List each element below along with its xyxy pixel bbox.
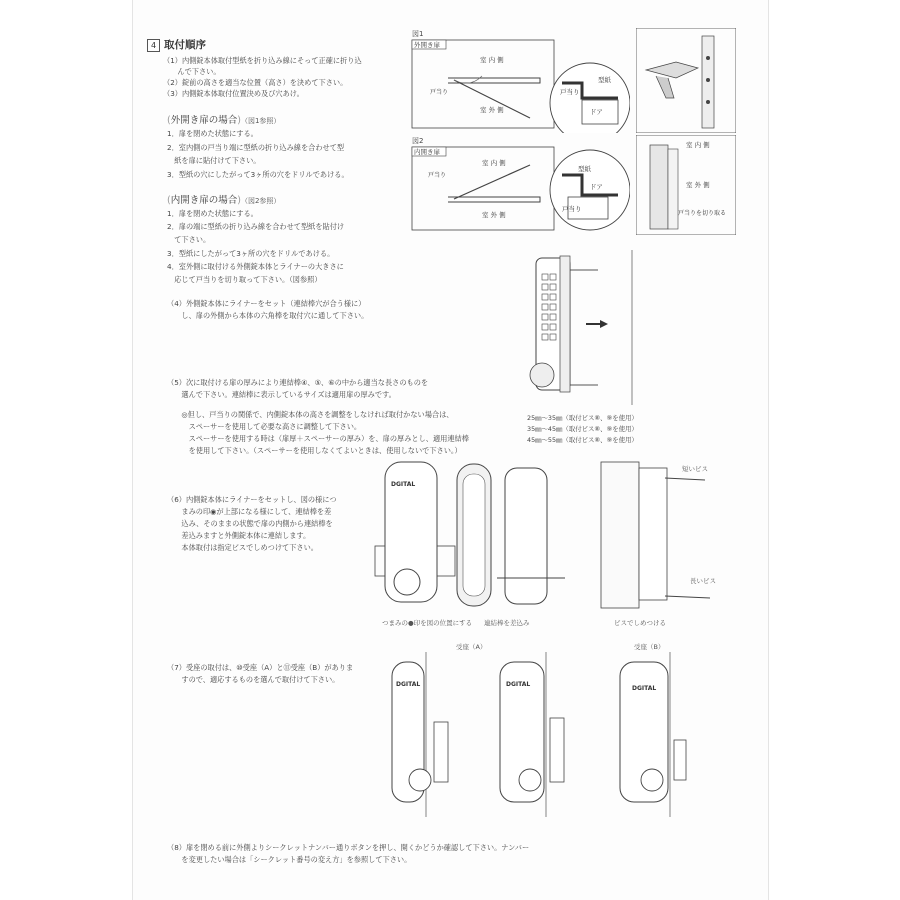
fig1-stop-zoom: 戸当り: [560, 88, 580, 96]
intro-line: んで下さい。: [163, 67, 221, 76]
step5-line: スペーサーを使用して必要な高さに調整して下さい。: [167, 422, 362, 431]
fig1-outdoor: 室 外 側: [480, 106, 504, 114]
outward-step: 3．型紙の穴にしたがって3ヶ所の穴をドリルであける。: [167, 170, 349, 179]
fig2-door: ドア: [590, 183, 603, 191]
strike-a-right: [500, 652, 564, 817]
fig1-door: ドア: [590, 108, 603, 116]
step7-line: （7）受座の取付は、⑩受座（A）と⑪受座（B）がありま: [167, 663, 354, 672]
step7-line: すので、適応するものを選んで取付けて下さい。: [167, 675, 340, 684]
brand-label: DGITAL: [506, 681, 531, 688]
inward-step: 3．型紙にしたがって3ヶ所の穴をドリルであける。: [167, 249, 335, 258]
inward-step: 応じて戸当りを切り取って下さい。（図参照）: [167, 275, 322, 284]
fig1-indoor: 室 内 側: [480, 56, 504, 64]
section-number: 4: [147, 39, 160, 52]
step8-line: （8）扉を閉める前に外側よりシークレットナンバー通りボタンを押し、開くかどうか確認して下さい。ナンバー: [167, 843, 530, 852]
step6-line: 本体取付は指定ビスでしめつけて下さい。: [167, 543, 318, 552]
inward-step: 2．扉の端に型紙の折り込み線を合わせて型紙を貼付け: [167, 222, 345, 231]
fig2-stop: 戸当り: [428, 172, 447, 179]
strike-b: [620, 652, 686, 817]
inward-step: 1．扉を閉めた状態にする。: [167, 209, 258, 218]
screw-caption: ビスでしめつける: [614, 619, 666, 627]
step6-figures: [365, 458, 745, 628]
fig2-door-type: 内開き扉: [414, 148, 440, 156]
section-title: [147, 37, 206, 52]
fig2-cut-indoor: 室 内 側: [686, 141, 710, 149]
page-edge-left: [132, 0, 133, 900]
intro-line: （1）内側錠本体取付型紙を折り込み線にそって正確に折り込: [163, 56, 362, 65]
step5-line: （5）次に取付ける扉の厚みにより連結棒④、⑤、⑥の中から適当な長さのものを: [167, 378, 429, 387]
fig1-door-type: 外開き扉: [414, 41, 440, 49]
fig2-indoor: 室 内 側: [482, 159, 506, 167]
strike-b-caption: 受座（B）: [634, 643, 665, 651]
outward-heading: (外開き扉の場合)（図1参照）: [167, 115, 281, 126]
brand-label: DGITAL: [632, 685, 657, 692]
figure-2: [410, 135, 630, 235]
figure-1: [410, 28, 630, 133]
step5-line: を使用して下さい。（スペーサーを使用しなくてよいときは、使用しないで下さい。）: [167, 446, 462, 455]
step6-line: 込み、そのままの状態で扉の内側から連結棒を: [167, 519, 333, 528]
inward-step: 4．室外側に取付ける外側錠本体とライナーの大きさに: [167, 262, 344, 271]
intro-line: （3）内側錠本体取付位置決め及び穴あけ。: [163, 89, 304, 98]
step7-figures: [380, 652, 700, 822]
fig2-template: 型紙: [578, 165, 591, 173]
long-screw-label: 長いビス: [690, 577, 716, 585]
strike-a-left: [392, 652, 448, 817]
fig2-outdoor: 室 外 側: [482, 211, 506, 219]
strike-a-caption: 受座（A）: [456, 643, 487, 651]
section-title-text: 取付順序: [164, 39, 206, 51]
brand-label: DGITAL: [396, 681, 421, 688]
brand-label: DGITAL: [391, 481, 416, 488]
step4-line: し、扉の外側から本体の六角棒を取付穴に通して下さい。: [167, 311, 369, 320]
step5-line: 選んで下さい。連結棒に表示しているサイズは適用扉の厚みです。: [167, 390, 396, 399]
rod-size-row: 25㎜〜35㎜（取付ビス⑧、⑨を使用）: [527, 414, 638, 422]
step4-line: （4）外側錠本体にライナーをセット（連結棒穴が合う様に）: [167, 299, 366, 308]
page-edge-right: [768, 0, 769, 900]
outer-lock-figure: [520, 250, 660, 410]
outward-step: 1．扉を閉めた状態にする。: [167, 129, 258, 138]
rod-caption: 連結棒を差込み: [484, 619, 530, 627]
step8-line: を変更したい場合は「シークレット番号の変え方」を参照して下さい。: [167, 855, 412, 864]
fig2-label: 図2: [412, 137, 424, 145]
outward-step: 2．室内側の戸当り端に型紙の折り込み線を合わせて型: [167, 143, 345, 152]
fig2-cut-caption: 戸当りを切り取る: [678, 210, 727, 217]
knob-caption: つまみの●印を図の位置にする: [382, 619, 473, 627]
step6-line: 差込みますと外側錠本体に連結します。: [167, 531, 311, 540]
drill-figure: [636, 28, 736, 133]
step5-line: ◎但し、戸当りの関係で、内側錠本体の高さを調整をしなければ取付かない場合は、: [167, 410, 454, 419]
short-screw-label: 短いビス: [682, 465, 708, 473]
fig2-cut-outdoor: 室 外 側: [686, 181, 710, 189]
inward-step: て下さい。: [167, 235, 211, 244]
fig1-stop: 戸当り: [430, 89, 449, 96]
inward-heading: (内開き扉の場合)（図2参照）: [167, 195, 281, 206]
fig1-label: 図1: [412, 30, 424, 38]
intro-line: （2）錠前の高さを適当な位置（高さ）を決めて下さい。: [163, 78, 348, 87]
rod-size-row: 35㎜〜45㎜（取付ビス⑧、⑨を使用）: [527, 425, 638, 433]
step6-line: まみの印◉が上部になる様にして、連結棒を差: [167, 507, 332, 516]
fig2-stop-zoom: 戸当り: [562, 205, 582, 213]
cut-stop-figure: [636, 135, 736, 235]
outward-step: 紙を扉に貼付けて下さい。: [167, 156, 261, 165]
fig1-template: 型紙: [598, 76, 611, 84]
rod-size-row: 45㎜〜55㎜（取付ビス⑧、⑨を使用）: [527, 436, 638, 444]
step5-line: スペーサーを使用する時は（扉厚＋スペーサーの厚み）を、扉の厚みとし、適用連結棒: [167, 434, 469, 443]
step6-line: （6）内側錠本体にライナーをセットし、図の様につ: [167, 495, 337, 504]
